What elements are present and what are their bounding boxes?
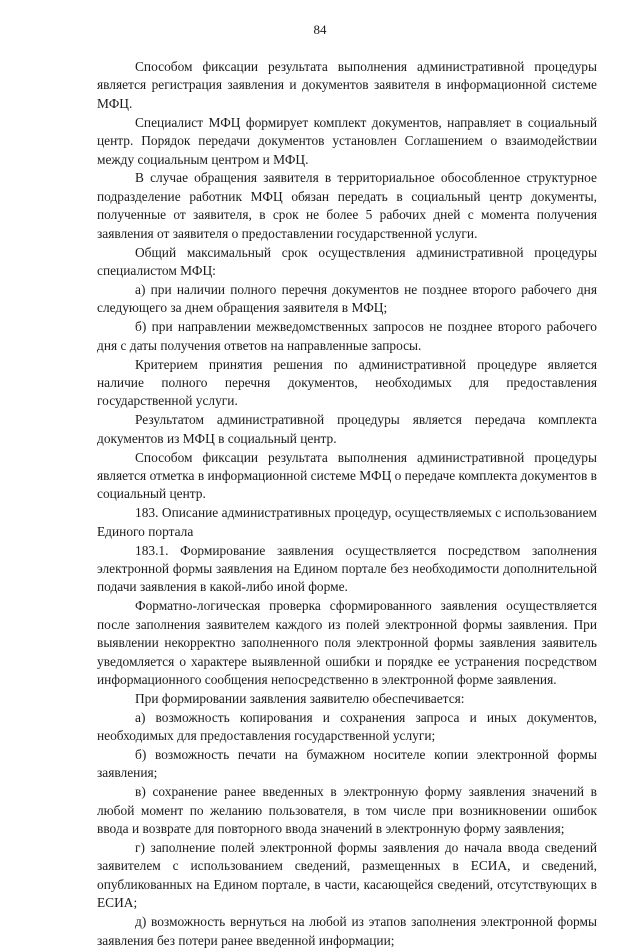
paragraph: Результатом административной процедуры является передача комплекта документов из МФЦ в социальный центр. [97, 412, 597, 446]
paragraph: Критерием принятия решения по административной процедуре является наличие полного перечня документов, необходимых для предоставления государственной услуги. [97, 356, 597, 409]
paragraph: Способом фиксации результата выполнения административной процедуры является отметка в информационной системе МФЦ о передаче комплекта документов в социальный центр. [97, 449, 597, 502]
list-item: д) возможность вернуться на любой из этапов заполнения электронной формы заявления без потери ранее введенной информации; [97, 914, 597, 948]
list-item: г) заполнение полей электронной формы заявления до начала ввода сведений заявителем с использованием сведений, размещенных в ЕСИА, и сведений, опубликованных на Едином портале, в части, касающейся сведений, отсутствующих в ЕСИА; [97, 840, 597, 911]
paragraph: Общий максимальный срок осуществления административной процедуры специалистом МФЦ: [97, 244, 597, 278]
paragraph: В случае обращения заявителя в территориальное обособленное структурное подразделение работник МФЦ обязан передать в социальный центр документы, полученные от заявителя, в срок не более 5 рабочих дней с момента получения заявления от заявителя о предоставлении государственной услуги. [97, 170, 597, 241]
list-item: а) возможность копирования и сохранения запроса и иных документов, необходимых для предоставления государственной услуги; [97, 709, 597, 744]
paragraph: а) при наличии полного перечня документов не позднее второго рабочего дня следующего за днем обращения заявителя в МФЦ; [97, 281, 597, 316]
page-number: 84 [313, 22, 327, 37]
list-item: б) возможность печати на бумажном носителе копии электронной формы заявления; [97, 747, 597, 781]
paragraph: При формировании заявления заявителю обеспечивается: [135, 690, 465, 706]
document-body [97, 58, 597, 951]
paragraph: Форматно-логическая проверка сформированного заявления осуществляется после заполнения заявителем каждого из полей электронной формы заявления. При выявлении некорректно заполненного поля электронной формы заявления заявитель уведомляется о характере выявленной ошибки и порядке ее устранения посредством информационного сообщения непосредственно в электронной форме заявления. [97, 598, 597, 687]
paragraph: Специалист МФЦ формирует комплект документов, направляет в социальный центр. Порядок передачи документов установлен Соглашением о взаимодействии между социальным центром и МФЦ. [97, 114, 597, 167]
list-item: в) сохранение ранее введенных в электронную форму заявления значений в любой момент по желанию пользователя, в том числе при возникновении ошибок ввода и возврате для повторного ввода значений в электронную форму заявления; [97, 784, 597, 837]
section-heading: 183. Описание административных процедур, осуществляемых с использованием Единого портала [97, 505, 597, 539]
paragraph: Способом фиксации результата выполнения административной процедуры является регистрация заявления и документов заявителя в информационной системе МФЦ. [97, 59, 597, 111]
paragraph: б) при направлении межведомственных запросов не позднее второго рабочего дня с даты получения ответов на направленные запросы. [97, 319, 597, 353]
paragraph: 183.1. Формирование заявления осуществляется посредством заполнения электронной формы заявления на Едином портале без необходимости дополнительной подачи заявления в какой-либо иной форме. [97, 542, 597, 595]
